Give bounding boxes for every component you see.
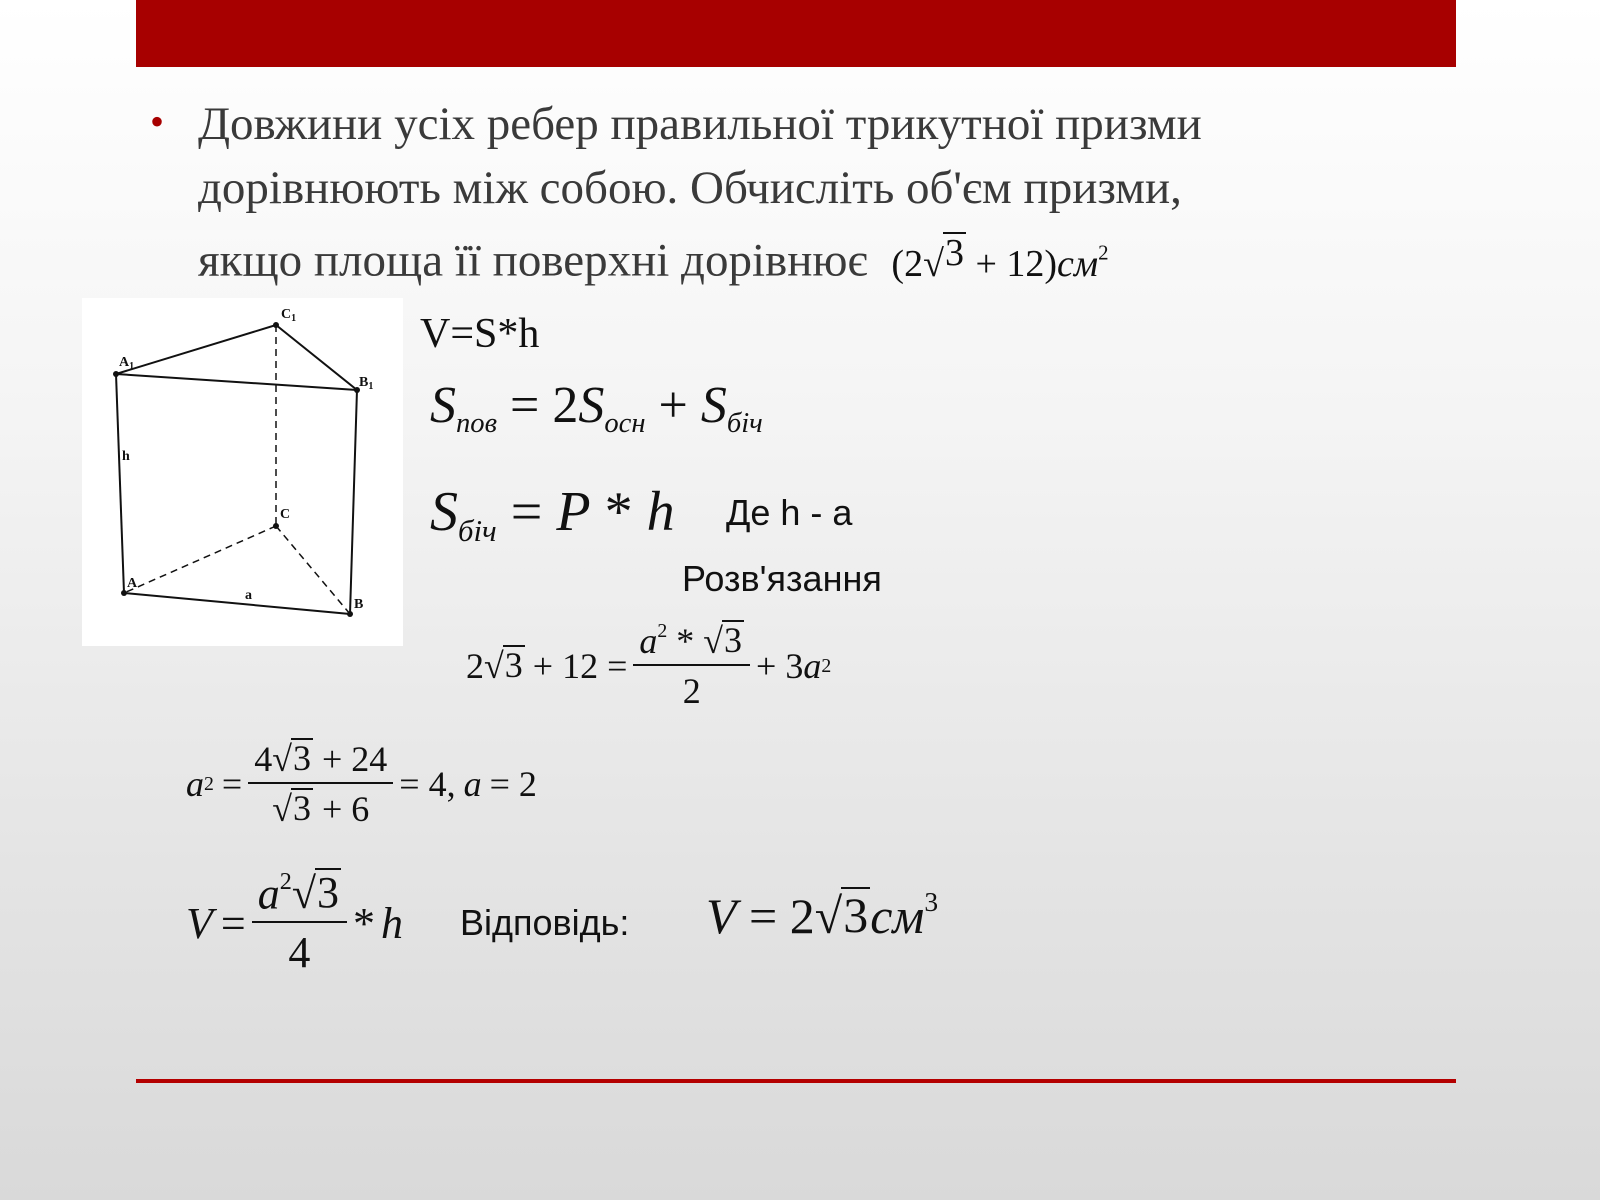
prism-diagram bbox=[82, 298, 403, 646]
problem-line-2: дорівнюють між собою. Обчисліть об'єм призми, bbox=[198, 162, 1182, 214]
label-a1: $A_1$ bbox=[119, 355, 135, 372]
equation-2: a 2 = 4 √ 3 + 24 √ 3 + 6 = 4, a = 2 bbox=[186, 738, 537, 829]
equation-3: V = $a^2$ √ 3 4 * h bbox=[186, 868, 403, 978]
surface-area-value: (2 √ 3 + $12)см^2$ bbox=[891, 243, 1108, 285]
equation-1: 2 √ 3 + 12 = $a^2$ * √ 3 2 + 3 a 2 bbox=[466, 620, 832, 711]
header-bar bbox=[136, 0, 1456, 67]
bullet-marker: • bbox=[150, 99, 165, 144]
answer-value: V = 2 √ 3 $см^3$ bbox=[706, 886, 939, 944]
edge-a1-c1 bbox=[116, 325, 276, 374]
edge-a1-b1 bbox=[116, 374, 357, 390]
problem-line-1: Довжини усіх ребер правильної трикутної призми bbox=[198, 98, 1202, 150]
edge-a-b bbox=[124, 593, 350, 614]
vertex-b bbox=[347, 611, 353, 617]
label-b1: $B_1$ bbox=[359, 375, 374, 392]
solution-label: Розв'язання bbox=[682, 558, 882, 599]
label-c: C bbox=[280, 507, 291, 522]
label-edge-a: a bbox=[245, 588, 252, 603]
lateral-area-formula: $S_{біч} = P * h$ bbox=[430, 481, 675, 548]
problem-statement bbox=[150, 92, 1430, 296]
footer-divider bbox=[136, 1079, 1456, 1083]
edge-c-b bbox=[276, 526, 350, 614]
where-note: Де h - a bbox=[726, 492, 853, 533]
edge-c-a bbox=[124, 526, 276, 593]
surface-area-formula: $S_{пов} = 2S_{осн} + S_{біч}$ bbox=[430, 377, 763, 439]
vertex-a1 bbox=[113, 371, 119, 377]
label-c1: $C_1$ bbox=[281, 307, 297, 324]
edge-b1-b bbox=[350, 390, 357, 614]
label-a: A bbox=[127, 576, 138, 591]
prism-figure bbox=[82, 298, 403, 646]
problem-line-3: якщо площа її поверхні дорівнює (2 √ 3 + $12)см^2$ bbox=[198, 220, 1430, 296]
edge-c1-b1 bbox=[276, 325, 357, 390]
edge-a1-a bbox=[116, 374, 124, 593]
vertex-c bbox=[273, 523, 279, 529]
volume-formula: V=S*h bbox=[420, 311, 540, 357]
label-b: B bbox=[354, 597, 364, 612]
label-h: h bbox=[122, 449, 130, 464]
vertex-c1 bbox=[273, 322, 279, 328]
answer-label: Відповідь: bbox=[460, 902, 630, 943]
